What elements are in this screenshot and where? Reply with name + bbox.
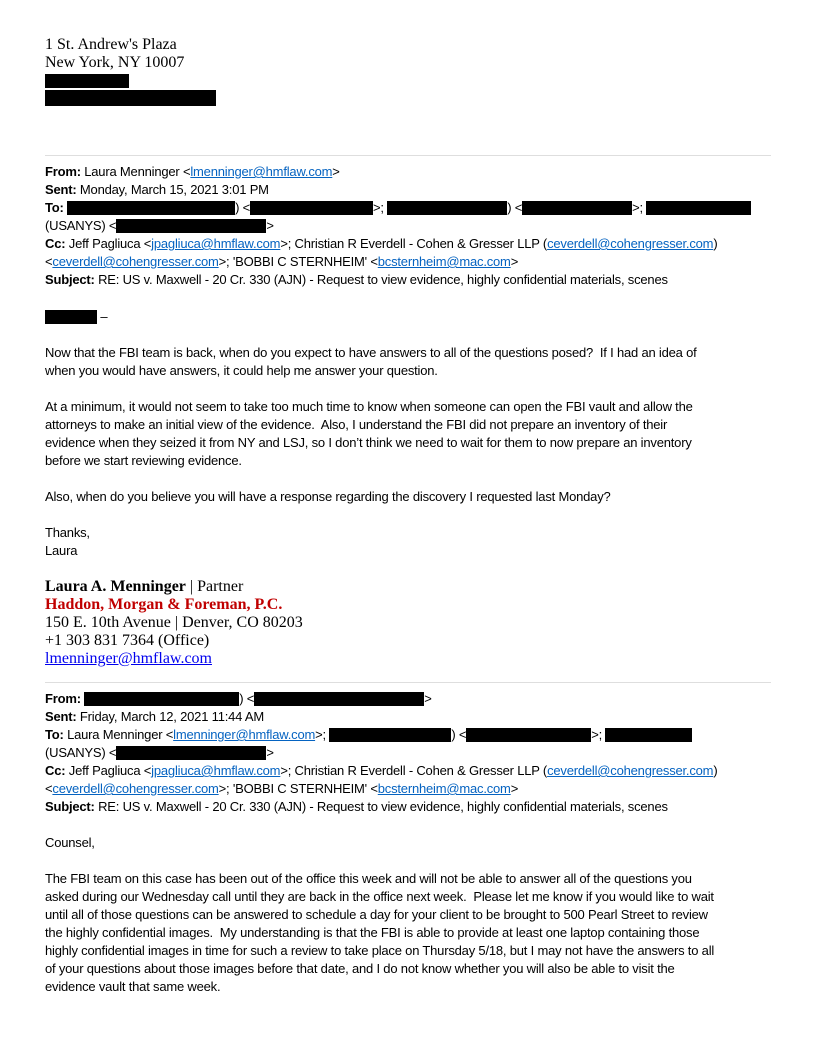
redaction-bar <box>387 201 507 215</box>
body-line: Also, when do you believe you will have a response regarding the discovery I requested last Monday? <box>45 489 611 504</box>
email-link[interactable]: ceverdell@cohengresser.com <box>52 781 219 796</box>
from-line: From: Laura Menninger <lmenninger@hmflaw.com> <box>45 164 340 179</box>
signature-block <box>45 578 771 668</box>
cc-line-continuation: <ceverdell@cohengresser.com>; 'BOBBI C STERNHEIM' <bcsternheim@mac.com> <box>45 254 519 269</box>
body-line: of your questions about those images before that date, and I do not know whether you will also be able to visit the <box>45 961 675 976</box>
redaction-bar <box>646 201 751 215</box>
body-line: evidence vault that same week. <box>45 979 221 994</box>
email2-header <box>45 690 771 816</box>
redaction-bar <box>116 219 266 233</box>
email1-header <box>45 163 771 289</box>
email-link[interactable]: lmenninger@hmflaw.com <box>173 727 316 742</box>
email1-paragraph <box>45 398 771 470</box>
body-line: Counsel, <box>45 835 95 850</box>
email-link[interactable]: ceverdell@cohengresser.com <box>52 254 219 269</box>
to-line: To: Laura Menninger <lmenninger@hmflaw.com>; ) < >; <box>45 726 771 744</box>
body-line: the highly confidential images. My understanding is that the FBI is able to provide at least one laptop containing those <box>45 925 700 940</box>
sent-line: Sent: Friday, March 12, 2021 11:44 AM <box>45 709 265 724</box>
subject-line: Subject: RE: US v. Maxwell - 20 Cr. 330 (AJN) - Request to view evidence, highly confidential materials, scenes <box>45 272 668 287</box>
email-divider <box>45 155 771 156</box>
redaction-bar <box>329 728 451 742</box>
field-label: Subject: <box>45 799 99 814</box>
redaction-bar <box>45 90 216 106</box>
redaction-bar <box>84 692 239 706</box>
email-link[interactable]: bcsternheim@mac.com <box>377 254 511 269</box>
body-line: evidence when they seized it from NY and LSJ, so I don’t think we need to wait for them to now prepare an inventory <box>45 435 692 450</box>
letterhead-line: 1 St. Andrew's Plaza <box>45 36 177 53</box>
email-link[interactable]: bcsternheim@mac.com <box>377 781 511 796</box>
email-link[interactable]: jpagliuca@hmflaw.com <box>151 236 281 251</box>
email1-closing <box>45 524 771 560</box>
email-link[interactable]: ceverdell@cohengresser.com <box>547 236 714 251</box>
body-line: before we start reviewing evidence. <box>45 453 242 468</box>
redaction-bar <box>67 201 235 215</box>
redaction-bar <box>254 692 424 706</box>
email-link[interactable]: lmenninger@hmflaw.com <box>45 650 212 667</box>
body-line: when you would have answers, it could help me answer your question. <box>45 363 438 378</box>
cc-line: Cc: Jeff Pagliuca <jpagliuca@hmflaw.com>; Christian R Everdell - Cohen & Gresser LLP (ceverdell@cohengresser.com) <box>45 763 718 778</box>
redaction-bar <box>250 201 373 215</box>
email-link[interactable]: jpagliuca@hmflaw.com <box>151 763 281 778</box>
redaction-bar <box>116 746 266 760</box>
body-line: Now that the FBI team is back, when do you expect to have answers to all of the questions posed? If I had an idea of <box>45 345 697 360</box>
redaction-bar <box>45 310 97 324</box>
email-divider <box>45 682 771 683</box>
field-label: Sent: <box>45 709 80 724</box>
cc-line: Cc: Jeff Pagliuca <jpagliuca@hmflaw.com>; Christian R Everdell - Cohen & Gresser LLP (ceverdell@cohengresser.com) <box>45 236 718 251</box>
salutation-line: – <box>45 308 771 326</box>
body-line: Laura <box>45 543 78 558</box>
email1-paragraph <box>45 344 771 380</box>
field-label: To: <box>45 200 68 215</box>
signature-phone-line: +1 303 831 7364 (Office) <box>45 632 210 649</box>
subject-line: Subject: RE: US v. Maxwell - 20 Cr. 330 (AJN) - Request to view evidence, highly confidential materials, scenes <box>45 799 668 814</box>
email-link[interactable]: lmenninger@hmflaw.com <box>190 164 333 179</box>
redaction-bar <box>45 74 129 88</box>
field-label: Sent: <box>45 182 80 197</box>
to-line: To: ) < >; ) < >; <box>45 199 771 217</box>
from-line: From: ) < > <box>45 691 432 706</box>
sent-line: Sent: Monday, March 15, 2021 3:01 PM <box>45 182 269 197</box>
field-label: Subject: <box>45 272 99 287</box>
field-label: Cc: <box>45 763 69 778</box>
field-label: From: <box>45 164 85 179</box>
email-link[interactable]: ceverdell@cohengresser.com <box>547 763 714 778</box>
body-line: highly confidential images in time for such a review to take place on Thursday 5/18, but I may not have the answers to all <box>45 943 715 958</box>
body-line: The FBI team on this case has been out of the office this week and will not be able to answer all of the questions you <box>45 871 692 886</box>
signature-name-line: Laura A. Menninger | Partner <box>45 578 244 595</box>
field-label: Cc: <box>45 236 69 251</box>
letterhead-block <box>45 36 771 106</box>
to-line-continuation: (USANYS) < > <box>45 745 274 760</box>
signature-email-line <box>45 650 771 668</box>
field-label: Laura A. Menninger <box>45 578 186 595</box>
signature-address-line: 150 E. 10th Avenue | Denver, CO 80203 <box>45 614 303 631</box>
field-label: To: <box>45 727 68 742</box>
body-line: Thanks, <box>45 525 90 540</box>
body-line: asked during our Wednesday call until they are back in the office next week. Please let me know if you would like to wait <box>45 889 714 904</box>
redaction-bar <box>466 728 591 742</box>
body-line: attorneys to make an initial view of the evidence. Also, I understand the FBI did not prepare an inventory of their <box>45 417 668 432</box>
letterhead-line: New York, NY 10007 <box>45 54 185 71</box>
to-line-continuation: (USANYS) < > <box>45 218 274 233</box>
body-line: until all of those questions can be answered to schedule a day for your client to be brought to 500 Pearl Street to review <box>45 907 708 922</box>
cc-line-continuation: <ceverdell@cohengresser.com>; 'BOBBI C STERNHEIM' <bcsternheim@mac.com> <box>45 781 519 796</box>
body-line: At a minimum, it would not seem to take too much time to know when someone can open the FBI vault and allow the <box>45 399 693 414</box>
redaction-bar <box>522 201 632 215</box>
email2-paragraph <box>45 870 771 996</box>
signature-firm-line: Haddon, Morgan & Foreman, P.C. <box>45 596 283 613</box>
email1-paragraph <box>45 488 771 506</box>
field-label: From: <box>45 691 85 706</box>
email2-salutation <box>45 834 771 852</box>
redaction-bar <box>605 728 692 742</box>
